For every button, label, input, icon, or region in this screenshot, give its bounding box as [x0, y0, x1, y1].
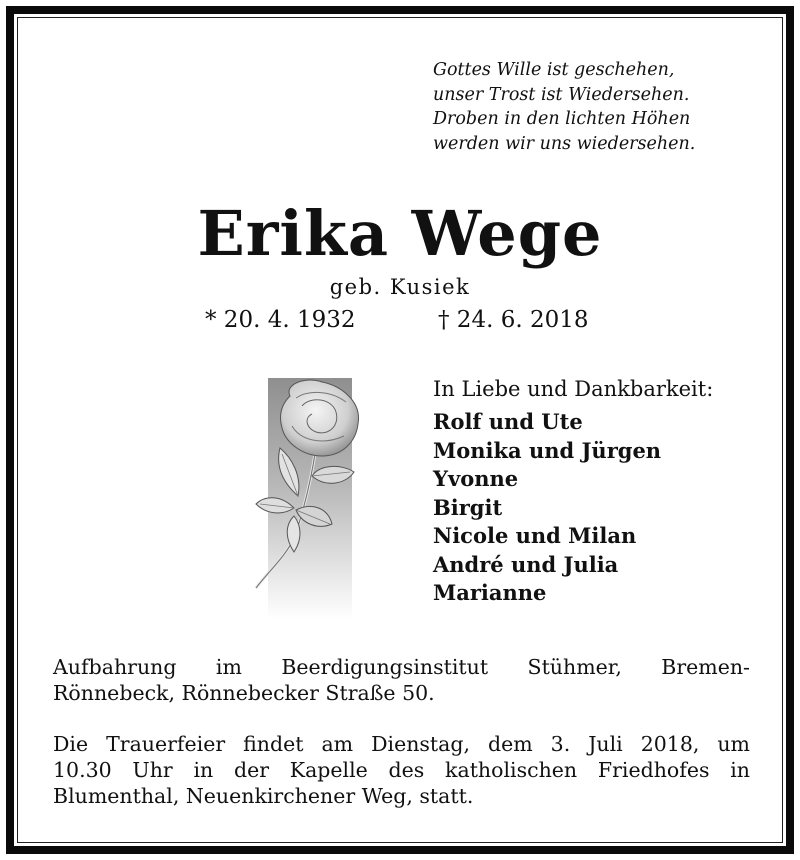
- verse: [433, 58, 763, 156]
- verse-line: Gottes Wille ist geschehen,: [433, 60, 675, 80]
- mourner-name: Rolf und Ute: [433, 409, 583, 434]
- mourner-name: André und Julia: [433, 551, 619, 577]
- deceased-name: Erika Wege: [197, 197, 603, 270]
- mourner-name: Marianne: [433, 580, 547, 605]
- ceremony-line: 10.30 Uhr in der Kapelle des katholischen Friedhofes in: [53, 758, 750, 782]
- verse-line: Droben in den lichten Höhen: [433, 109, 691, 129]
- ceremony-line: Die Trauerfeier findet am Dienstag, dem 3. Juli 2018, um: [53, 732, 750, 756]
- mourner-name: Nicole und Milan: [433, 523, 637, 548]
- viewing-line: Aufbahrung im Beerdigungsinstitut Stühmer, Bremen-: [53, 655, 750, 679]
- mourners-heading: In Liebe und Dankbarkeit:: [433, 377, 714, 401]
- viewing-notice: [53, 654, 750, 706]
- mourners-block: [433, 374, 773, 608]
- mourner-name: Birgit: [433, 494, 503, 520]
- maiden-name: geb. Kusiek: [329, 275, 471, 299]
- verse-line: werden wir uns wiedersehen.: [433, 133, 696, 154]
- verse-line: unser Trost ist Wiedersehen.: [433, 84, 690, 105]
- mourner-name: Monika und Jürgen: [433, 437, 662, 463]
- birth-date: * 20. 4. 1932: [205, 307, 356, 333]
- viewing-line: Rönnebeck, Rönnebecker Straße 50.: [53, 681, 435, 705]
- death-date: † 24. 6. 2018: [438, 307, 589, 333]
- ceremony-notice: [53, 731, 750, 809]
- mourner-name: Yvonne: [433, 466, 519, 491]
- ceremony-line: Blumenthal, Neuenkirchener Weg, statt.: [53, 784, 474, 808]
- rose-icon: [250, 376, 370, 621]
